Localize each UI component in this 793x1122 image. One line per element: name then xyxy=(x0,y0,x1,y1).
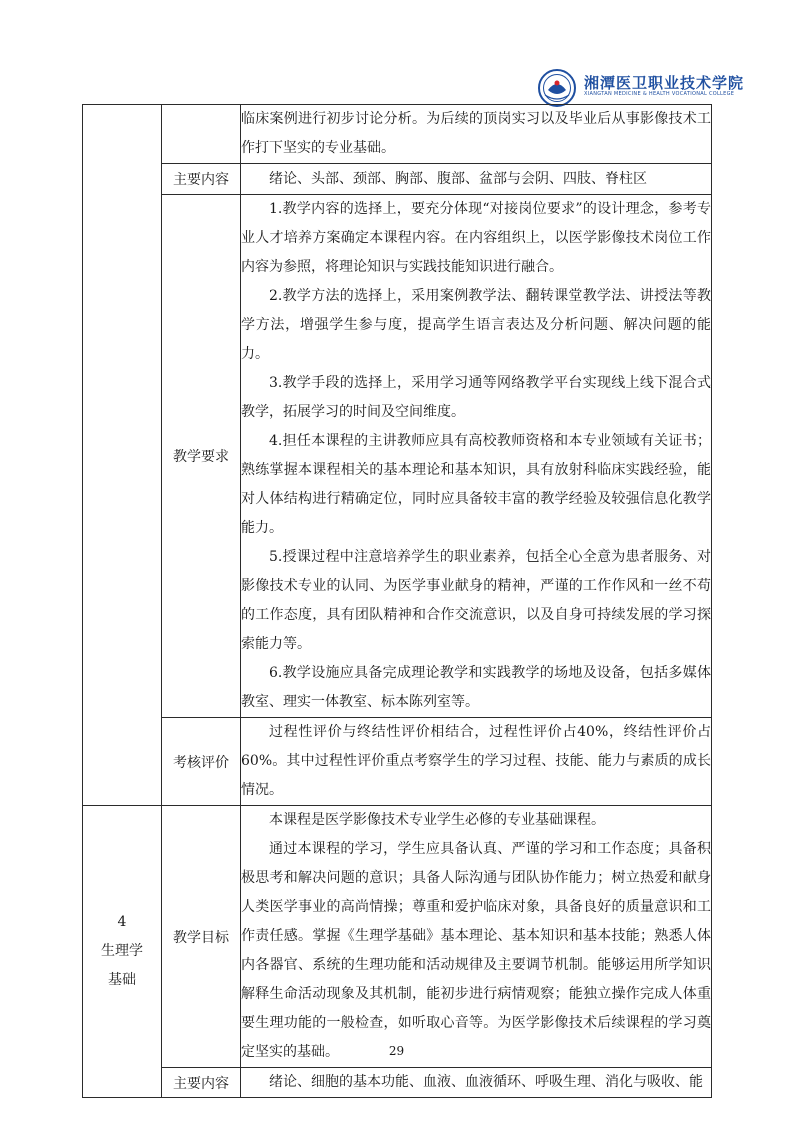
course-name-line2: 基础 xyxy=(108,972,136,988)
curriculum-table xyxy=(82,104,712,1098)
row-content xyxy=(241,164,712,195)
row-label: 教学要求 xyxy=(162,195,241,718)
course-number: 4 xyxy=(117,914,127,930)
row-content xyxy=(241,806,712,1068)
paragraph: 绪论、细胞的基本功能、血液、血液循环、呼吸生理、消化与吸收、能 xyxy=(269,1074,703,1090)
table-row xyxy=(83,1068,712,1098)
row-content xyxy=(241,718,712,806)
paragraph: 1.教学内容的选择上，要充分体现“对接岗位要求”的设计理念，参考专业人才培养方案确定本课程内容。在内容组织上，以医学影像技术岗位工作内容为参照，将理论知识与实践技能知识进行融合。 xyxy=(241,201,711,275)
row-label: 主要内容 xyxy=(162,164,241,195)
row-label-empty xyxy=(162,105,241,164)
table-row xyxy=(83,806,712,1068)
paragraph: 绪论、头部、颈部、胸部、腹部、盆部与会阴、四肢、脊柱区 xyxy=(269,170,647,187)
page-number: 29 xyxy=(388,1044,405,1058)
paragraph: 过程性评价与终结性评价相结合，过程性评价占40%，终结性评价占60%。其中过程性评价重点考察学生的学习过程、技能、能力与素质的成长情况。 xyxy=(241,724,711,798)
table-row xyxy=(83,105,712,164)
row-content xyxy=(241,105,712,164)
college-name: 湘潭医卫职业技术学院 xyxy=(584,74,745,92)
table-row xyxy=(83,195,712,718)
paragraph: 2.教学方法的选择上，采用案例教学法、翻转课堂教学法、讲授法等教学方法，增强学生参与度，提高学生语言表达及分析问题、解决问题的能力。 xyxy=(241,288,711,362)
college-name-en: XIANGTAN MEDICINE & HEALTH VOCATIONAL COLLEGE xyxy=(584,91,735,97)
paragraph: 5.授课过程中注意培养学生的职业素养，包括全心全意为患者服务、对影像技术专业的认同、为医学事业献身的精神，严谨的工作作风和一丝不苟的工作态度，具有团队精神和合作交流意识，以及自身可持续发展的学习探索能力等。 xyxy=(241,549,711,652)
paragraph: 6.教学设施应具备完成理论教学和实践教学的场地及设备，包括多媒体教室、理实一体教室、标本陈列室等。 xyxy=(241,665,711,710)
row-label: 教学目标 xyxy=(162,806,241,1068)
paragraph: 4.担任本课程的主讲教师应具有高校教师资格和本专业领域有关证书；熟练掌握本课程相关的基本理论和基本知识，具有放射科临床实践经验，能对人体结构进行精确定位，同时应具备较丰富的教学经验及较强信息化教学能力。 xyxy=(241,433,711,536)
paragraph: 3.教学手段的选择上，采用学习通等网络教学平台实现线上线下混合式教学，拓展学习的时间及空间维度。 xyxy=(241,375,711,420)
course-cell-previous xyxy=(83,105,162,806)
row-label: 主要内容 xyxy=(162,1068,241,1098)
table-row xyxy=(83,718,712,806)
table-row xyxy=(83,164,712,195)
row-label: 考核评价 xyxy=(162,718,241,806)
course-name-line1: 生理学 xyxy=(101,943,143,959)
paragraph: 通过本课程的学习，学生应具备认真、严谨的学习和工作态度；具备积极思考和解决问题的意识；具备人际沟通与团队协作能力；树立热爱和献身人类医学事业的高尚情操；尊重和爱护临床对象，具备良好的质量意识和工作责任感。掌握《生理学基础》基本理论、基本知识和基本技能；熟悉人体内各器官、系统的生理功能和活动规律及主要调节机制。能够运用所学知识解释生命活动现象及其机制，能初步进行病情观察；能独立操作完成人体重要生理功能的一般检查，如听取心音等。为医学影像技术后续课程的学习奠定坚实的基础。 xyxy=(241,841,711,1060)
row-content xyxy=(241,195,712,718)
paragraph: 本课程是医学影像技术专业学生必修的专业基础课程。 xyxy=(269,812,605,828)
paragraph: 临床案例进行初步讨论分析。为后续的顶岗实习以及毕业后从事影像技术工作打下坚实的专业基础。 xyxy=(241,111,711,156)
row-content xyxy=(241,1068,712,1098)
